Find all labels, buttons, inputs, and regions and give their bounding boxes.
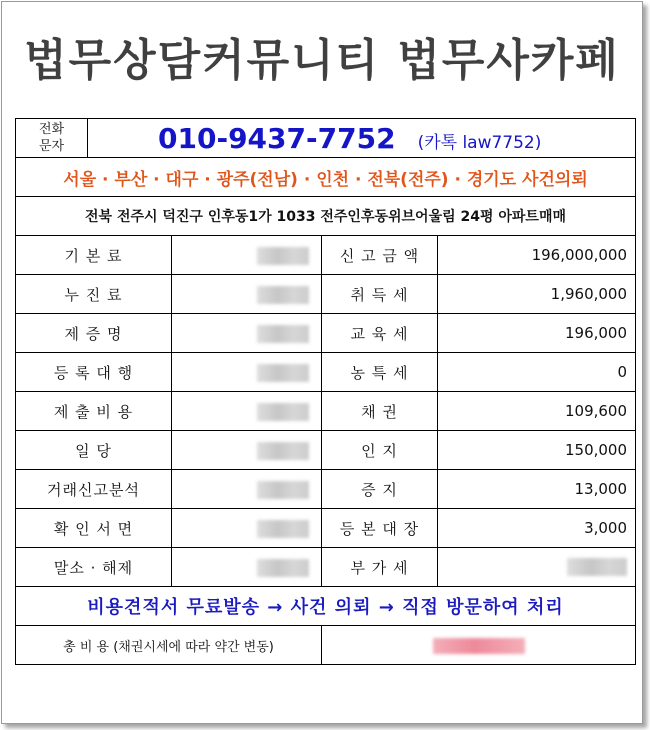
fee-left-label: 기 본 료 [16,236,172,275]
fee-right-label: 신 고 금 액 [322,236,438,275]
redacted-value [257,442,309,460]
fee-right-value: 13,000 [438,470,636,509]
regions-row [16,158,636,197]
redacted-value [257,481,309,499]
fee-left-label: 확 인 서 면 [16,509,172,548]
redacted-value [257,286,309,304]
fee-right-label: 증 지 [322,470,438,509]
fee-left-label: 말소 · 해제 [16,548,172,587]
fee-right-label: 인 지 [322,431,438,470]
redacted-value [257,325,309,343]
fee-right-value: 109,600 [438,392,636,431]
banner-text: 비용견적서 무료발송 → 사건 의뢰 → 직접 방문하여 처리 [16,587,636,626]
fee-right-value: 3,000 [438,509,636,548]
fee-right-label: 교 육 세 [322,314,438,353]
fee-left-label: 거래신고분석 [16,470,172,509]
fee-left-value [172,392,322,431]
fee-left-value [172,236,322,275]
fee-right-label: 취 득 세 [322,275,438,314]
fee-right-value: 1,960,000 [438,275,636,314]
fee-right-label: 채 권 [322,392,438,431]
fee-left-value [172,431,322,470]
fee-right-value: 196,000 [438,314,636,353]
contact-phone-cell [88,119,636,158]
fee-table [15,118,636,665]
fee-right-value [438,548,636,587]
fee-left-value [172,353,322,392]
fee-left-label: 일 당 [16,431,172,470]
fee-row [16,470,636,509]
fee-row [16,431,636,470]
redacted-value [257,520,309,538]
fee-left-value [172,275,322,314]
total-value [322,626,636,665]
fee-left-value [172,509,322,548]
fee-row [16,275,636,314]
kakao-id: (카톡 law7752) [417,132,542,153]
fee-right-label: 등 본 대 장 [322,509,438,548]
fee-left-label: 등 록 대 행 [16,353,172,392]
fee-row [16,236,636,275]
fee-row [16,353,636,392]
fee-left-label: 제 출 비 용 [16,392,172,431]
document-frame [1,1,643,724]
fee-right-label: 부 가 세 [322,548,438,587]
phone-number[interactable]: 010-9437-7752 [158,121,396,155]
fee-row [16,548,636,587]
fee-right-value: 196,000,000 [438,236,636,275]
contact-row [16,119,636,158]
total-row [16,626,636,665]
property-text: 전북 전주시 덕진구 인후동1가 1033 전주인후동위브어울림 24평 아파트매매 [16,197,636,236]
fee-row [16,314,636,353]
fee-right-value: 150,000 [438,431,636,470]
total-label: 총 비 용 (채권시세에 따라 약간 변동) [16,626,322,665]
fee-row [16,392,636,431]
fee-left-value [172,548,322,587]
redacted-total [433,638,525,654]
fee-row [16,509,636,548]
redacted-value [257,403,309,421]
fee-left-value [172,314,322,353]
redacted-value [257,559,309,577]
banner-row [16,587,636,626]
fee-right-label: 농 특 세 [322,353,438,392]
contact-label [16,119,88,158]
fee-left-label: 제 증 명 [16,314,172,353]
redacted-value [257,364,309,382]
contact-label-line1: 전화 [38,122,65,137]
fee-left-value [172,470,322,509]
fee-right-value: 0 [438,353,636,392]
page-title: 법무상담커뮤니티 법무사카페 [24,35,620,86]
redacted-value [257,247,309,265]
fee-left-label: 누 진 료 [16,275,172,314]
property-row [16,197,636,236]
redacted-value [567,558,627,576]
regions-text: 서울 · 부산 · 대구 · 광주(전남) · 인천 · 전북(전주) · 경기도 사건의뢰 [16,158,636,197]
contact-label-line2: 문자 [38,139,65,154]
